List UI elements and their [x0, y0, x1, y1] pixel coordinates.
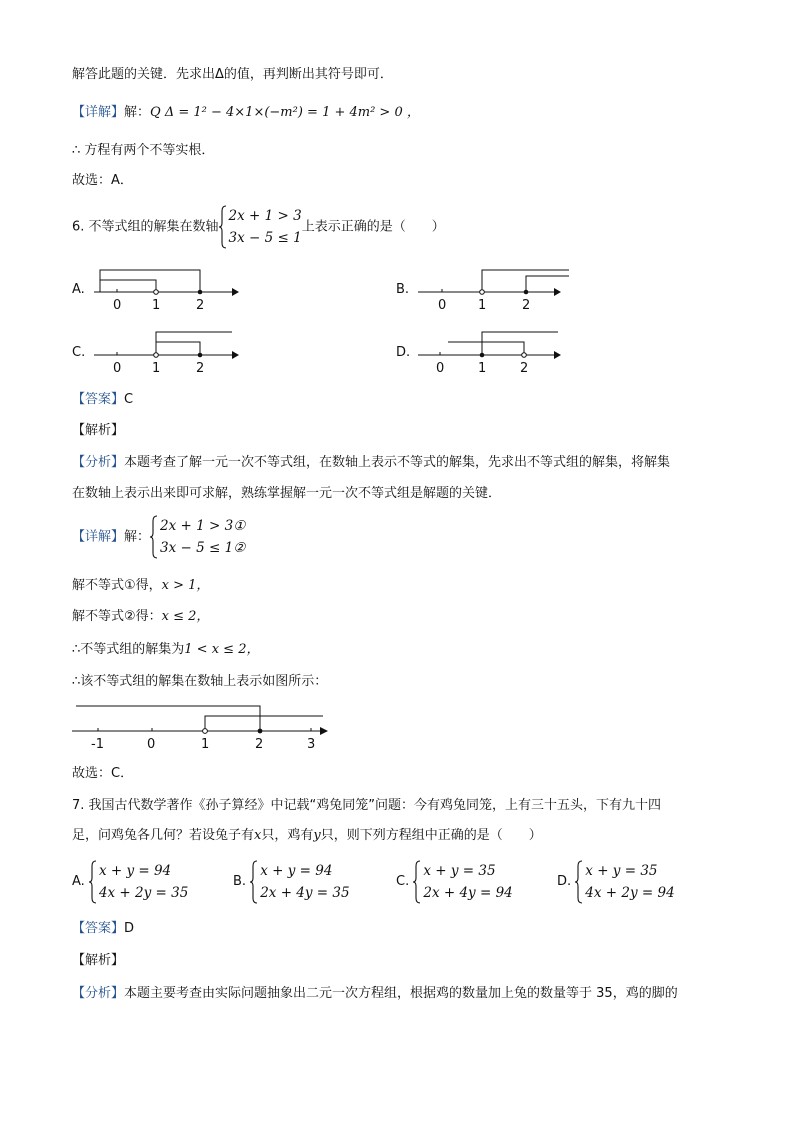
- q7-stem-c: 只，则下列方程组中正确的是（ ）: [320, 828, 542, 843]
- q6-c-tick-0: 0: [113, 361, 122, 376]
- q6-d-tick-2: 2: [520, 361, 529, 376]
- q6-option-b-numberline: [416, 262, 576, 314]
- intro-text: 解答此题的关键．先求出Δ的值，再判断出其符号即可．: [72, 67, 393, 82]
- q7-analysis-head: 【分析】: [72, 986, 125, 1001]
- q6-b-tick-1: 1: [478, 298, 487, 313]
- q7-var-x: x: [254, 828, 262, 843]
- q6-sys-row-1: 2x + 1 > 3: [228, 208, 302, 224]
- q6-a-tick-2: 2: [196, 298, 205, 313]
- q6-answer-value: C: [124, 392, 134, 407]
- q6-step-4: ∴该不等式组的解集在数轴上表示如图所示：: [72, 674, 328, 689]
- q7-a-row-1: x + y = 94: [98, 862, 172, 879]
- q6-stem: [72, 205, 445, 250]
- q7-c-row-2: 2x + 4y = 94: [423, 884, 513, 901]
- detail-tag: 【详解】: [72, 105, 125, 120]
- q6-answer: [72, 391, 133, 409]
- q6-c-tick-2: 2: [196, 361, 205, 376]
- q6-step-3-prefix: ∴不等式组的解集为: [72, 642, 185, 657]
- q7-analysis: [72, 985, 678, 1003]
- q6-detail: [72, 515, 245, 560]
- q6-choice: 故选：C．: [72, 766, 134, 781]
- q6-detail-row-2: 3x − 5 ≤ 1②: [160, 540, 246, 556]
- q6-solution-numberline: [70, 698, 335, 750]
- q6-option-d-numberline: [416, 326, 566, 376]
- brace-icon: [413, 860, 421, 904]
- q7-b-row-2: 2x + 4y = 35: [260, 884, 350, 901]
- q7-stem-line-2: [72, 827, 542, 845]
- q6-option-a-numberline: [92, 262, 242, 314]
- q7-option-a-label: A.: [72, 874, 85, 889]
- brace-icon: [219, 205, 227, 249]
- q6-step-2-math: x ≤ 2，: [161, 609, 210, 624]
- q7-option-d: [557, 858, 675, 906]
- q7-var-y: y: [313, 828, 321, 843]
- q7-option-a: [72, 858, 188, 906]
- q6-analysis-tag: 【解析】: [72, 423, 125, 438]
- detail-prefix: 解：: [124, 105, 151, 120]
- q6-system: [219, 205, 302, 249]
- q6-step-1-prefix: 解不等式①得，: [72, 578, 162, 593]
- q6-stem-suffix: 上表示正确的是（ ）: [301, 219, 445, 235]
- q7-option-b-label: B.: [233, 874, 247, 889]
- q6-option-c-numberline: [92, 326, 242, 376]
- q6-analysis-text-2: 在数轴上表示出来即可求解，熟练掌握解一元一次不等式组是解题的关键．: [72, 486, 502, 501]
- q7-option-a-system: [89, 860, 188, 904]
- sol-tick-2: 2: [255, 737, 264, 752]
- q7-option-b-system: [250, 860, 349, 904]
- discriminant-expr: Q Δ = 1² − 4×1×(−m²) = 1 + 4m² > 0 ，: [150, 105, 420, 120]
- q6-a-tick-0: 0: [113, 298, 122, 313]
- q6-detail-system: [150, 515, 245, 559]
- q6-step-3: [72, 641, 259, 659]
- sol-tick-1: 1: [201, 737, 210, 752]
- q6-d-tick-0: 0: [436, 361, 445, 376]
- q6-option-a-label: A.: [72, 282, 85, 297]
- q6-detail-row-1: 2x + 1 > 3①: [160, 518, 246, 534]
- q7-answer-value: D: [124, 921, 135, 936]
- q7-stem-line-1: 7. 我国古代数学著作《孙子算经》中记载“鸡兔同笼”问题：今有鸡兔同笼，上有三十五头，下有九十四: [72, 798, 662, 813]
- q7-option-c-system: [413, 860, 512, 904]
- q6-analysis-head: 【分析】: [72, 455, 125, 470]
- choice-1: 故选：A．: [72, 173, 133, 188]
- q6-a-tick-1: 1: [152, 298, 161, 313]
- q6-option-c-label: C.: [72, 345, 86, 360]
- q6-d-tick-1: 1: [478, 361, 487, 376]
- q6-sys-row-2: 3x − 5 ≤ 1: [228, 230, 302, 246]
- q6-b-tick-2: 2: [522, 298, 531, 313]
- q6-step-3-math: 1 < x ≤ 2，: [184, 642, 260, 657]
- q7-option-d-label: D.: [557, 874, 572, 889]
- q7-answer-tag: 【答案】: [72, 921, 125, 936]
- q6-step-2: [72, 608, 209, 626]
- q6-option-d-label: D.: [396, 345, 411, 360]
- q6-detail-prefix: 解：: [124, 529, 151, 545]
- sol-tick-3: 3: [307, 737, 316, 752]
- q6-step-2-prefix: 解不等式②得：: [72, 609, 162, 624]
- q6-b-tick-0: 0: [438, 298, 447, 313]
- q7-option-b: [233, 858, 350, 906]
- q7-b-row-1: x + y = 94: [260, 862, 333, 879]
- conclusion-1: ∴ 方程有两个不等实根．: [72, 143, 215, 158]
- q6-c-tick-1: 1: [152, 361, 161, 376]
- q6-option-b-label: B.: [396, 282, 410, 297]
- brace-icon: [89, 860, 97, 904]
- brace-icon: [150, 515, 158, 559]
- q7-analysis-text: 本题主要考查由实际问题抽象出二元一次方程组，根据鸡的数量加上兔的数量等于 35，鸡的脚的: [124, 986, 678, 1001]
- q6-analysis-text-1: 本题考查了解一元一次不等式组，在数轴上表示不等式的解集，先求出不等式组的解集，将解集: [124, 455, 671, 470]
- q7-analysis-tag: 【解析】: [72, 953, 125, 968]
- q6-step-1: [72, 577, 209, 595]
- q7-stem-b: 只，鸡有: [261, 828, 314, 843]
- q7-answer: [72, 920, 134, 938]
- q7-option-c: [396, 858, 513, 906]
- q6-answer-tag: 【答案】: [72, 392, 125, 407]
- detail-line-1: [72, 104, 420, 122]
- q7-option-d-system: [575, 860, 674, 904]
- q6-step-1-math: x > 1，: [161, 578, 210, 593]
- q7-stem-a: 足，问鸡兔各几何？若设兔子有: [72, 828, 255, 843]
- q6-analysis-1: [72, 454, 670, 472]
- q6-detail-tag: 【详解】: [72, 529, 125, 545]
- brace-icon: [575, 860, 583, 904]
- q7-d-row-1: x + y = 35: [585, 862, 658, 879]
- q7-d-row-2: 4x + 2y = 94: [585, 884, 675, 901]
- q7-option-c-label: C.: [396, 874, 410, 889]
- q7-c-row-1: x + y = 35: [423, 862, 496, 879]
- sol-tick-neg1: -1: [91, 737, 104, 752]
- sol-tick-0: 0: [147, 737, 156, 752]
- brace-icon: [250, 860, 258, 904]
- q7-a-row-2: 4x + 2y = 35: [98, 884, 189, 901]
- q6-stem-prefix: 6. 不等式组的解集在数轴: [72, 219, 219, 235]
